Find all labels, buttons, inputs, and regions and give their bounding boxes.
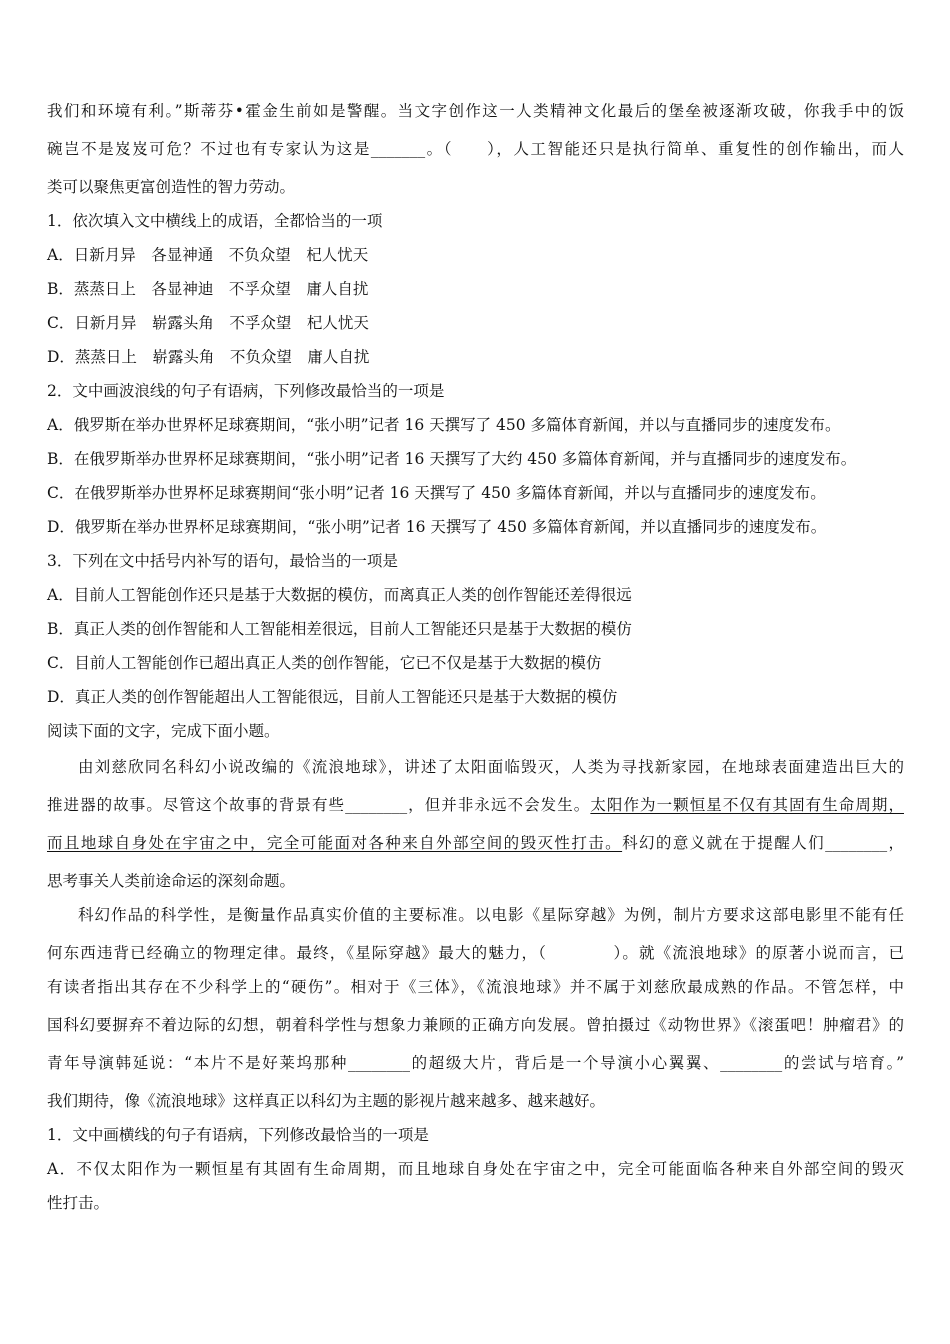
passage1-line: 碗岂不是岌岌可危？不过也有专家认为这是_______。（ ），人工智能还只是执行简单、重复性的创作输出，而人 [47, 140, 904, 158]
option-d: D．蒸蒸日上 崭露头角 不负众望 庸人自扰 [47, 348, 370, 366]
passage2-line: 青年导演韩延说：“本片不是好莱坞那种________的超级大片，背后是一个导演小心翼翼、________的尝试与培育。” [47, 1054, 904, 1072]
option-b: B．在俄罗斯举办世界杯足球赛期间，“张小明”记者 16 天撰写了大约 450 多篇体育新闻，并与直播同步的速度发布。 [47, 450, 857, 468]
passage2-text: 推进器的故事。尽管这个故事的背景有些________，但并非永远不会发生。 [47, 796, 591, 814]
option-a: A．目前人工智能创作还只是基于大数据的模仿，而离真正人类的创作智能还差得很远 [47, 586, 632, 604]
passage2-line: 国科幻要摒弃不着边际的幻想，朝着科学性与想象力兼顾的正确方向发展。曾拍摄过《动物世界》《滚蛋吧！肿瘤君》的 [47, 1016, 904, 1034]
question-stem: 1．文中画横线的句子有语病，下列修改最恰当的一项是 [47, 1126, 429, 1144]
option-d: D．俄罗斯在举办世界杯足球赛期间，“张小明”记者 16 天撰写了 450 多篇体育新闻，并以直播同步的速度发布。 [47, 518, 827, 536]
option-b: B．蒸蒸日上 各显神迪 不孚众望 庸人自扰 [47, 280, 369, 298]
question-stem: 3．下列在文中括号内补写的语句，最恰当的一项是 [47, 552, 398, 570]
option-a: A．日新月异 各显神通 不负众望 杞人忧天 [47, 246, 369, 264]
question-stem: 1．依次填入文中横线上的成语，全都恰当的一项 [47, 212, 383, 230]
passage2-line: 有读者指出其存在不少科学上的“硬伤”。相对于《三体》，《流浪地球》并不属于刘慈欣最成熟的作品。不管怎样，中 [47, 978, 904, 996]
passage2-text: 科幻的意义就在于提醒人们________， [622, 834, 904, 852]
passage2-line: 科幻作品的科学性，是衡量作品真实价值的主要标准。以电影《星际穿越》为例，制片方要求这部电影里不能有任 [78, 906, 904, 924]
passage2-line [47, 795, 904, 815]
option-b: B．真正人类的创作智能和人工智能相差很远，目前人工智能还只是基于大数据的模仿 [47, 620, 632, 638]
question-stem: 2．文中画波浪线的句子有语病，下列修改最恰当的一项是 [47, 382, 445, 400]
option-a: A．不仅太阳作为一颗恒星有其固有生命周期，而且地球自身处在宇宙之中，完全可能面临各种来自外部空间的毁灭 [47, 1160, 904, 1178]
option-a: A．俄罗斯在举办世界杯足球赛期间，“张小明”记者 16 天撰写了 450 多篇体育新闻，并以与直播同步的速度发布。 [47, 416, 841, 434]
option-c: C．目前人工智能创作已超出真正人类的创作智能，它已不仅是基于大数据的模仿 [47, 654, 602, 672]
passage1-line: 类可以聚焦更富创造性的智力劳动。 [47, 178, 296, 196]
option-a-continued: 性打击。 [47, 1194, 110, 1212]
underlined-sentence: 而且地球自身处在宇宙之中，完全可能面对各种来自外部空间的毁灭性打击。 [47, 834, 623, 852]
passage2-line [47, 833, 904, 853]
passage2-line: 我们期待，像《流浪地球》这样真正以科幻为主题的影视片越来越多、越来越好。 [47, 1092, 606, 1110]
option-c: C．日新月异 崭露头角 不孚众望 杞人忧天 [47, 314, 369, 332]
passage2-line: 何东西违背已经确立的物理定律。最终，《星际穿越》最大的魅力，（ ）。就《流浪地球》的原著小说而言，已 [47, 944, 904, 962]
option-d: D．真正人类的创作智能超出人工智能很远，目前人工智能还只是基于大数据的模仿 [47, 688, 618, 706]
passage1-line: 我们和环境有利。”斯蒂芬•霍金生前如是警醒。当文字创作这一人类精神文化最后的堡垒被逐渐攻破，你我手中的饭 [47, 102, 904, 120]
option-c: C．在俄罗斯举办世界杯足球赛期间“张小明”记者 16 天撰写了 450 多篇体育新闻，并以与直播同步的速度发布。 [47, 484, 826, 502]
underlined-sentence: 太阳作为一颗恒星不仅有其固有生命周期， [590, 796, 904, 814]
passage2-line: 由刘慈欣同名科幻小说改编的《流浪地球》，讲述了太阳面临毁灭，人类为寻找新家园，在地球表面建造出巨大的 [78, 758, 904, 776]
reading-intro: 阅读下面的文字，完成下面小题。 [47, 722, 280, 740]
passage2-line: 思考事关人类前途命运的深刻命题。 [47, 872, 296, 890]
